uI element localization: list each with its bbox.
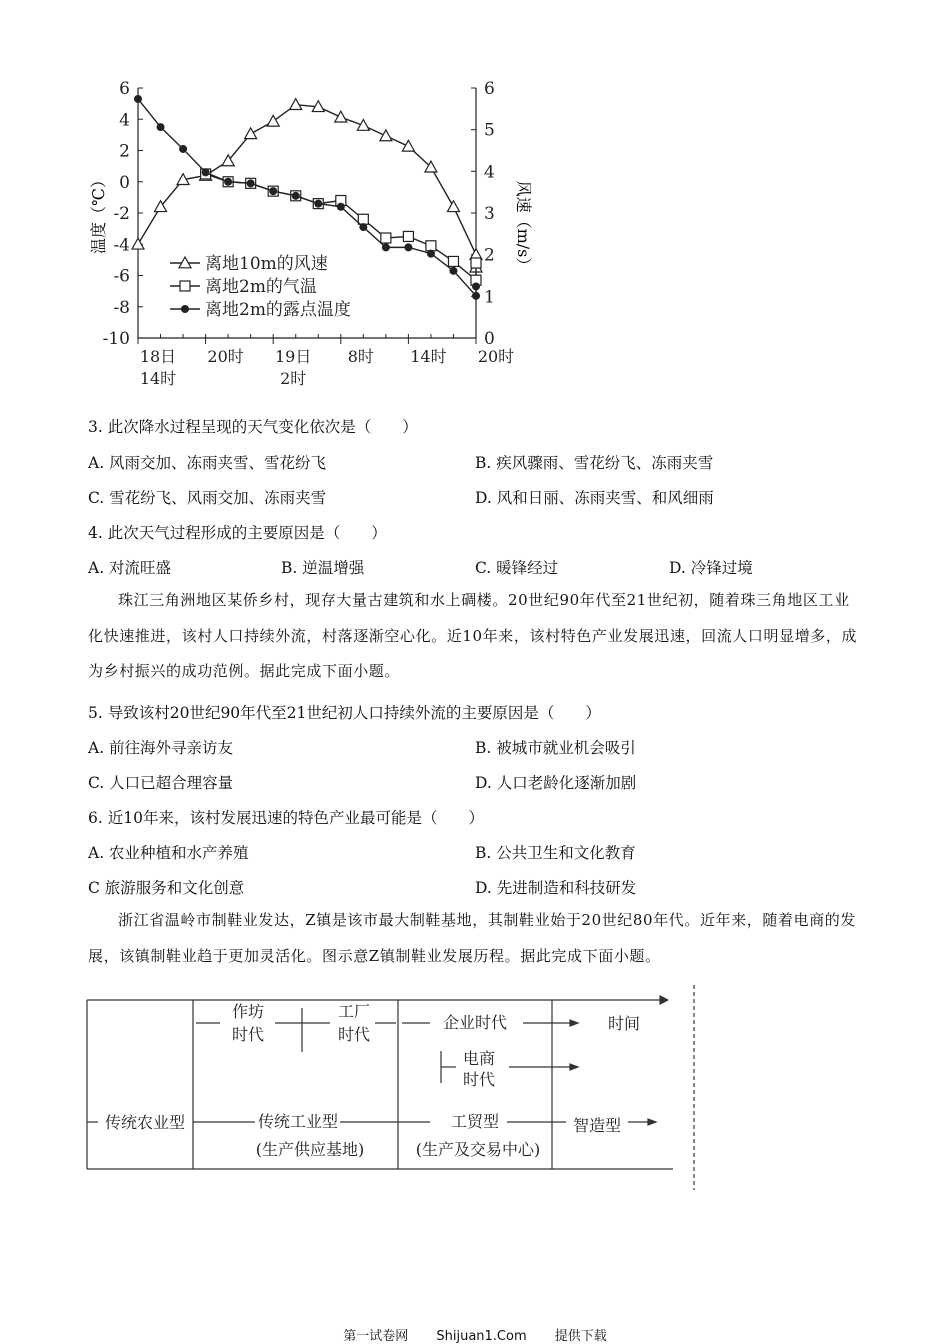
data-point-dew [404,243,412,251]
data-point-wind [267,115,279,126]
data-point-wind [402,140,414,151]
diagram-ecommerce-1: 电商 [462,1049,496,1068]
data-point-dew [449,267,457,275]
y-tick-label-left: 6 [119,79,130,99]
q4-option-a[interactable]: A. 对流旺盛 [88,559,172,577]
q3-option-d[interactable]: D. 风和日丽、冻雨夹雪、和风细雨 [475,489,714,507]
y-tick-label-right: 2 [484,245,495,266]
q4-option-d[interactable]: D. 冷锋过境 [669,559,753,577]
diagram-enterprise: 企业时代 [442,1013,508,1032]
q6-option-b[interactable]: B. 公共卫生和文化教育 [475,844,636,862]
data-point-temp [180,281,190,291]
passage-village: 珠江三角洲地区某侨乡村，现存大量古建筑和水上碉楼。20世纪90年代至21世纪初，随着珠三角地区工业化快速推进，该村人口持续外流，村落逐渐空心化。近10年来，该村特色产业发展迅速，回流人口明显增多，成为乡村振兴的成功范例。据此完成下面小题。 [88,591,858,680]
x-tick-label: 18日 [139,347,177,366]
y-tick-label-left: 2 [119,141,130,162]
diagram-ecommerce-2: 时代 [462,1070,496,1089]
y-tick-label-left: 4 [119,110,130,131]
q3-option-b[interactable]: B. 疾风骤雨、雪花纷飞、冻雨夹雪 [475,454,714,472]
diagram-time: 时间 [607,1014,641,1033]
data-point-wind [245,128,257,139]
data-point-temp [381,233,391,243]
q6-option-a[interactable]: A. 农业种植和水产养殖 [88,844,249,862]
shoe-industry-diagram [0,985,950,1200]
data-point-dew [247,179,255,187]
weather-chart [0,0,950,395]
diagram-traditional-ind-sub: (生产供应基地) [255,1140,365,1159]
q5-option-d[interactable]: D. 人口老龄化逐渐加剧 [475,774,637,792]
data-point-temp [358,214,368,224]
data-point-wind [380,130,392,141]
y-tick-label-left: -4 [113,235,130,256]
q5-option-c[interactable]: C. 人口已超合理容量 [88,774,234,792]
q5-option-b[interactable]: B. 被城市就业机会吸引 [475,739,636,757]
q6-option-d[interactable]: D. 先进制造和科技研发 [475,879,637,897]
data-point-temp [448,256,458,266]
q6-option-c[interactable]: C 旅游服务和文化创意 [88,879,245,897]
q3-option-c[interactable]: C. 雪花纷飞、风雨交加、冻雨夹雪 [88,489,327,507]
q4-option-c[interactable]: C. 暖锋经过 [475,559,559,577]
diagram-traditional-agri: 传统农业型 [104,1113,186,1132]
data-point-temp [403,231,413,241]
y-tick-label-right: 4 [484,162,495,183]
q5-stem: 5. 导致该村20世纪90年代至21世纪初人口持续外流的主要原因是（ ） [88,704,601,722]
footer-download: 提供下载 [554,1329,607,1344]
data-point-dew [314,200,322,208]
x-tick-label: 14时 [139,369,177,388]
data-point-dew [359,223,367,231]
data-point-dew [337,203,345,211]
q6-stem: 6. 近10年来，该村发展迅速的特色产业最可能是（ ） [88,809,484,827]
diagram-factory-1: 工厂 [337,1002,371,1021]
data-point-dew [157,123,165,131]
q4-option-b[interactable]: B. 逆温增强 [281,559,365,577]
data-point-dew [181,305,189,313]
y-tick-label-left: 0 [119,172,130,193]
legend-label: 离地2m的气温 [205,277,317,297]
data-point-dew [224,178,232,186]
y-tick-label-left: -6 [113,266,130,287]
y-axis-label-left: 温度（℃） [89,172,108,254]
x-tick-label: 8时 [347,347,374,366]
q4-stem: 4. 此次天气过程形成的主要原因是（ ） [88,524,387,542]
data-point-dew [292,192,300,200]
x-tick-label: 2时 [280,369,307,388]
y-tick-label-right: 3 [484,204,495,224]
q3-stem: 3. 此次降水过程呈现的天气变化依次是（ ） [88,418,418,436]
y-tick-label-right: 6 [484,79,495,99]
data-point-dew [179,145,187,153]
data-point-wind [357,120,369,131]
footer-site-url[interactable]: Shijuan1.Com [436,1329,527,1344]
footer-site-name[interactable]: 第一试卷网 [343,1329,409,1344]
y-tick-label-left: -8 [113,297,130,318]
q3-option-a[interactable]: A. 风雨交加、冻雨夹雪、雪花纷飞 [88,454,327,472]
data-point-wind [447,201,459,212]
x-tick-label: 20时 [207,347,244,366]
y-tick-label-left: -2 [113,204,130,224]
diagram-traditional-ind: 传统工业型 [257,1112,339,1131]
data-point-temp [471,258,481,268]
y-tick-label-left: -10 [102,329,130,349]
y-tick-label-right: 5 [484,120,495,141]
data-point-wind [335,111,347,122]
diagram-trade-sub: (生产及交易中心) [415,1140,541,1159]
chart-ticks [103,79,515,388]
y-tick-label-right: 1 [484,287,495,308]
chart-legend [170,254,351,320]
legend-label: 离地2m的露点温度 [205,300,351,320]
data-point-temp [426,241,436,251]
page-footer [0,1325,950,1344]
data-point-dew [134,95,142,103]
data-point-wind [132,238,144,249]
data-point-wind [290,99,302,110]
data-point-dew [382,243,390,251]
legend-label: 离地10m的风速 [205,254,328,274]
data-point-dew [202,168,210,176]
passage-shoe-industry: 浙江省温岭市制鞋业发达，Z镇是该市最大制鞋基地，其制鞋业始于20世纪80年代。近年来，随着电商的发展，该镇制鞋业趋于更加灵活化。图示意Z镇制鞋业发展历程。据此完成下面小题。 [88,911,857,965]
x-tick-label: 14时 [410,347,447,366]
data-point-dew [269,187,277,195]
data-point-dew [472,292,480,300]
diagram-smart: 智造型 [572,1116,622,1135]
x-tick-label: 19日 [275,347,312,366]
diagram-factory-2: 时代 [337,1025,371,1044]
y-axis-label-right: 风速（m/s） [514,180,533,274]
x-tick-label: 20时 [477,347,515,366]
y-tick-label-right: 0 [484,329,495,349]
diagram-workshop-1: 作坊 [231,1002,265,1021]
diagram-trade: 工贸型 [450,1112,500,1131]
data-point-dew [472,282,480,290]
data-point-dew [427,250,435,258]
diagram-workshop-2: 时代 [231,1025,265,1044]
q5-option-a[interactable]: A. 前往海外寻亲访友 [88,739,234,757]
